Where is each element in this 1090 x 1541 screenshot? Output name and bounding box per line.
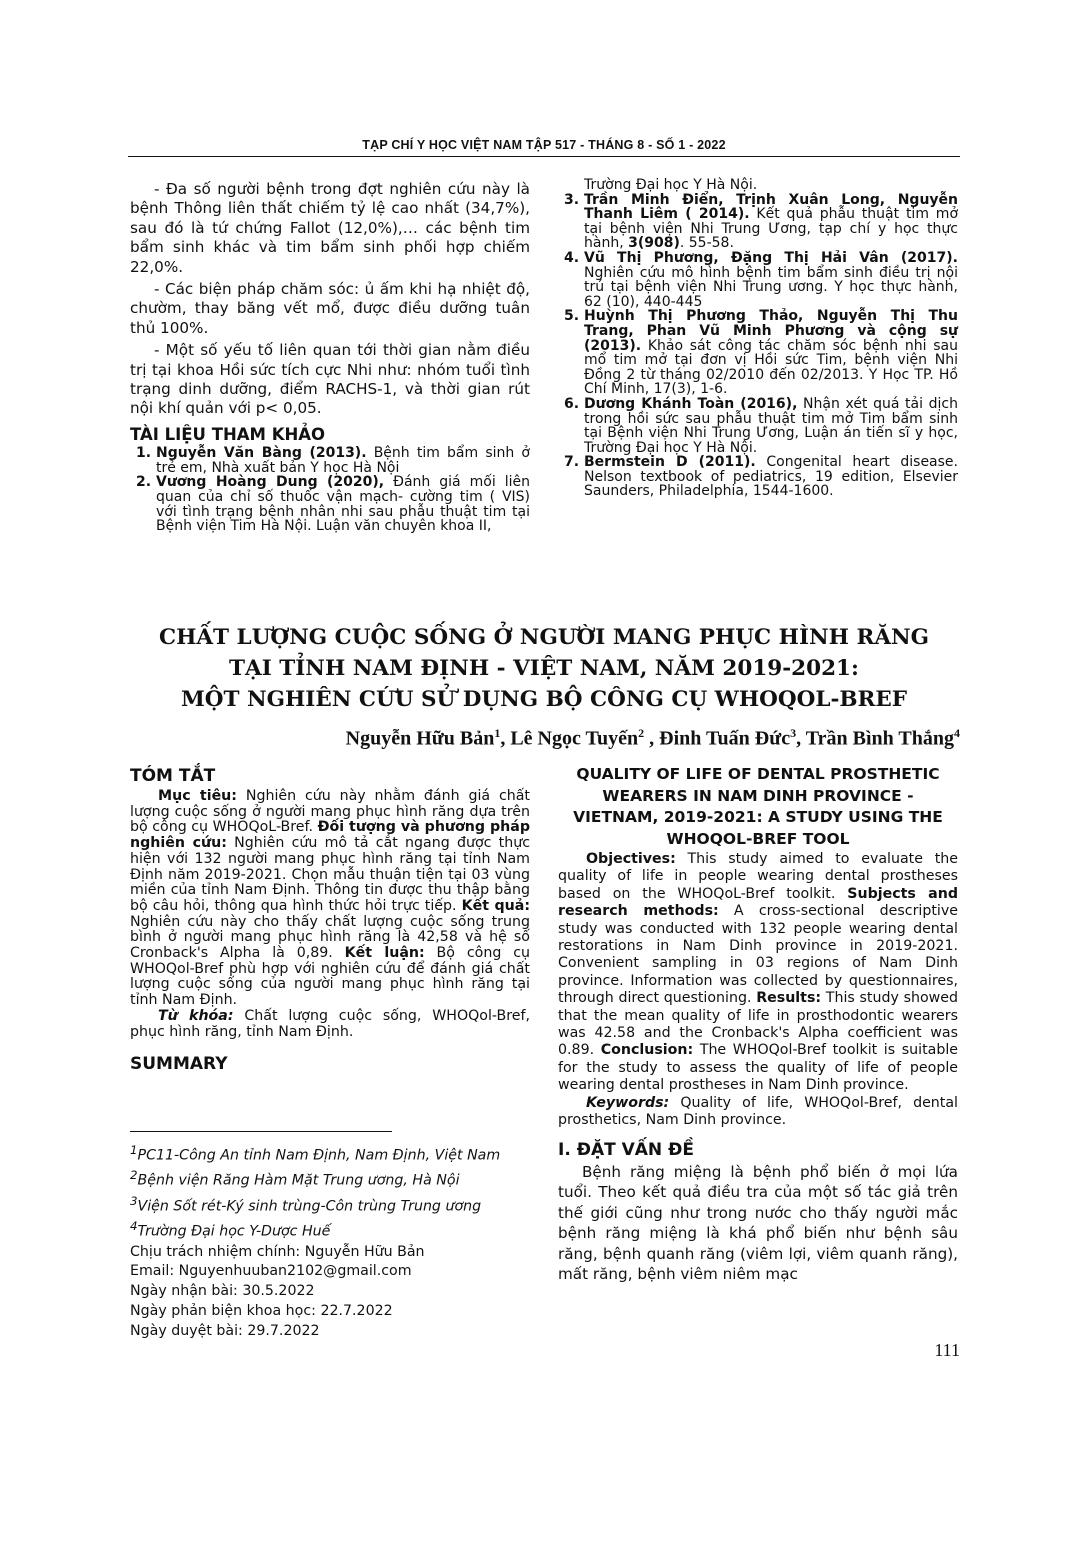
- date-received: Ngày nhận bài: 30.5.2022: [130, 1283, 315, 1300]
- footnote-mark: 1: [130, 1143, 138, 1157]
- author-name: Lê Ngọc Tuyến: [510, 727, 639, 750]
- reference-number: 5.: [564, 308, 580, 325]
- author-name: Trần Bình Thắng: [805, 727, 954, 750]
- footnote-rule: [130, 1131, 392, 1132]
- footnotes: [130, 1141, 530, 1341]
- label-conclusion-en: Conclusion:: [600, 1042, 694, 1059]
- intro-paragraph: Bệnh răng miệng là bệnh phổ biến ở mọi lứa tuổi. Theo kết quả điều tra của một số tác giả trên thế giới cũng như trong nước cho thấy người mắc bệnh răng miệng là khá phổ biến như bệnh sâu răng, bệnh quanh răng (viêm lợi, viêm quanh răng), mất răng, bệnh viêm niêm mạc: [558, 1162, 958, 1284]
- vn-keywords: [130, 1009, 530, 1040]
- reference-item: [558, 397, 958, 455]
- label-methods: Đối tượng và phương pháp nghiên cứu:: [130, 819, 530, 852]
- summary-heading: SUMMARY: [130, 1054, 228, 1075]
- reference-text: Khảo sát công tác chăm sóc bệnh nhi sau mổ tim mở tại đơn vị Hồi sức Tim, bệnh viện Nhi Đồng 2 từ tháng 02/2010 đến 02/2013. Y Học TP. Hồ Chí Minh, 17(3), 1-6.: [584, 337, 958, 398]
- english-title: [558, 764, 958, 850]
- reference-author: Vũ Thị Phương, Đặng Thị Hải Vân (2017).: [584, 249, 958, 266]
- results-text: Nghiên cứu này cho thấy chất lượng cuộc sống trung bình ở người mang phục hình răng là 42,58 và hệ số Cronback's Alpha là 0,89.: [130, 913, 530, 962]
- title-line: CHẤT LƯỢNG CUỘC SỐNG Ở NGƯỜI MANG PHỤC HÌNH RĂNG: [158, 625, 930, 650]
- conclusion-paragraph: - Các biện pháp chăm sóc: ủ ấm khi hạ nhiệt độ, chườm, thay băng vết mổ, được điều dưỡng tuân thủ 100%.: [130, 280, 530, 337]
- author-affiliation: 2: [638, 726, 645, 740]
- reference-volume: 3(908): [628, 235, 680, 252]
- reference-pages: . 55-58.: [679, 235, 734, 252]
- date-reviewed: Ngày phản biện khoa học: 22.7.2022: [130, 1302, 393, 1319]
- title-line: TẠI TỈNH NAM ĐỊNH - VIỆT NAM, NĂM 2019-2021:: [229, 656, 859, 681]
- vn-abstract-body: [130, 789, 530, 1009]
- reference-text: Bệnh tim bẩm sinh ở trẻ em, Nhà xuất bản Y học Hà Nội: [156, 445, 530, 476]
- conclusion-text-en: The WHOQol-Bref toolkit is suitable for the study to assess the quality of life of people wearing dental prostheses in Nam Dinh province.: [558, 1042, 958, 1094]
- reference-author: Trần Minh Điển, Trịnh Xuân Long, Nguyễn Thanh Liêm ( 2014).: [584, 191, 958, 223]
- objective-text: Nghiên cứu này nhằm đánh giá chất lượng cuộc sống ở người mang phục hình răng dựa trên bộ công cụ WHOQoL-Bref.: [130, 788, 530, 836]
- footnote-text: Bệnh viện Răng Hàm Mặt Trung ương, Hà Nội: [137, 1173, 460, 1190]
- abstract-heading: TÓM TẮT: [130, 766, 216, 786]
- label-keywords-en: Keywords:: [586, 1094, 670, 1111]
- header-rule: [128, 156, 960, 157]
- methods-text: Nghiên cứu mô tả cắt ngang được thực hiện với 132 người mang phục hình răng tại tỉnh Nam Định năm 2019-2021. Chọn mẫu thuận tiện tại 03 vùng miền của tỉnh Nam Định. Thông tin được thu thập bằng bộ câu hỏi, thông qua hình thức hỏi trực tiếp.: [130, 835, 530, 914]
- subjects-text: A cross-sectional descriptive study was conducted with 132 people wearing dental restorations in Nam Dinh province in 2019-2021. Convenient sampling in 03 regions of Nam Dinh province. Information was collected by questionnaires, through direct questioning.: [558, 903, 959, 1007]
- footnote-item: [130, 1166, 530, 1191]
- references-heading: TÀI LIỆU THAM KHẢO: [130, 424, 326, 444]
- footnote-mark: 4: [130, 1219, 138, 1234]
- reference-author: Nguyễn Văn Bàng (2013).: [156, 445, 367, 462]
- reference-item: [130, 446, 530, 475]
- date-accepted: Ngày duyệt bài: 29.7.2022: [130, 1322, 320, 1339]
- prev-article-left-column: [130, 180, 530, 534]
- objectives-text: This study aimed to evaluate the quality of life in people wearing dental prostheses based on the WHOQoL-Bref toolkit.: [558, 851, 958, 902]
- references-list-right: [558, 193, 958, 499]
- reference-text: Congenital heart disease. Nelson textbook of pediatrics, 19 edition, Elsevier Saunders, Philadelphia, 1544-1600.: [584, 454, 958, 500]
- conclusion-text: Bộ công cụ WHOQol-Bref phù hợp với nghiên cứu để đánh giá chất lượng cuộc sống của người mang phục hình răng tại tỉnh Nam Định.: [130, 945, 530, 1009]
- reference-text: Nghiên cứu mô hình bệnh tim bẩm sinh điều trị nội trú tại bệnh viện Nhi Trung ương. Y học thực hành, 62 (10), 440-445: [584, 264, 958, 310]
- footnote-item: [130, 1192, 530, 1217]
- page-number: 111: [934, 1340, 960, 1360]
- footnote-mark: 3: [130, 1193, 138, 1208]
- reference-number: 1.: [136, 445, 152, 462]
- contact-email: Email: Nguyenhuuban2102@gmail.com: [130, 1263, 412, 1280]
- reference-number: 6.: [564, 395, 580, 412]
- reference-author: Vương Hoàng Dung (2020),: [156, 474, 385, 491]
- reference-text: Đánh giá mối liên quan của chỉ số thuốc vận mạch- cường tim ( VIS) với tình trạng bệnh nhân nhi sau phẫu thuật tim tại Bệnh viện Tim Hà Nội. Luận văn chuyên khoa II,: [156, 474, 530, 535]
- english-title-line: WHOQOL-BREF TOOL: [666, 829, 850, 848]
- intro-heading: I. ĐẶT VẤN ĐỀ: [558, 1139, 694, 1160]
- title-line: MỘT NGHIÊN CỨU SỬ DỤNG BỘ CÔNG CỤ WHOQOL-BREF: [180, 687, 908, 712]
- author-affiliation: 1: [494, 726, 501, 740]
- reference-text: Kết quả phẫu thuật tim mở tại bệnh viện Nhi Trung Ương, tạp chí y học thực hành,: [584, 206, 959, 252]
- corresponding-author: Chịu trách nhiệm chính: Nguyễn Hữu Bản: [130, 1243, 425, 1260]
- label-results: Kết quả:: [461, 897, 530, 914]
- reference-item: [558, 309, 958, 397]
- reference-number: 7.: [564, 454, 580, 471]
- label-results-en: Results:: [756, 990, 822, 1007]
- conclusion-paragraph: - Đa số người bệnh trong đợt nghiên cứu này là bệnh Thông liên thất chiếm tỷ lệ cao nhất (34,7%), sau đó là tứ chứng Fallot (12,0%),… các bệnh tim bẩm sinh khác và tim bẩm sinh phối hợp chiếm 22,0%.: [130, 180, 530, 276]
- references-list-left: [130, 446, 530, 534]
- reference-author: Huỳnh Thị Phương Thảo, Nguyễn Thị Thu Trang, Phan Vũ Minh Phương và cộng sự (2013).: [584, 308, 958, 354]
- footnote-text: PC11-Công An tỉnh Nam Định, Nam Định, Việt Nam: [137, 1147, 501, 1164]
- english-title-line: WEARERS IN NAM DINH PROVINCE -: [602, 786, 914, 805]
- journal-header: TẠP CHÍ Y HỌC VIỆT NAM TẬP 517 - THÁNG 8 - SỐ 1 - 2022: [362, 138, 726, 152]
- footnote-text: Viện Sốt rét-Ký sinh trùng-Côn trùng Trung ương: [137, 1198, 482, 1215]
- reference-continuation: [558, 178, 958, 193]
- reference-number: 4.: [564, 249, 580, 266]
- footnote-mark: 2: [130, 1168, 138, 1183]
- reference-continuation-text: Trường Đại học Y Hà Nội.: [584, 177, 758, 193]
- en-abstract-body: [558, 851, 958, 1095]
- en-keywords: [558, 1095, 958, 1130]
- conclusion-paragraph: - Một số yếu tố liên quan tới thời gian nằm điều trị tại khoa Hồi sức tích cực Nhi như: nhóm tuổi tình trạng dinh dưỡng, điểm RACHS-1, và thời gian rút nội khí quản với p< 0,05.: [130, 341, 530, 418]
- footnote-item: [130, 1141, 530, 1166]
- label-objective: Mục tiêu:: [158, 788, 237, 804]
- author-name: Đinh Tuấn Đức: [659, 727, 791, 750]
- prev-article-right-column: [558, 178, 958, 499]
- author-list: Nguyễn Hữu Bản$^1$, Lê Ngọc Tuyến$^2$ , Đinh Tuấn Đức$^3$, Trần Bình Thắng$^4$: [345, 726, 960, 750]
- reference-author: Dương Khánh Toàn (2016),: [584, 395, 798, 412]
- reference-item: [130, 475, 530, 533]
- english-title-line: VIETNAM, 2019-2021: A STUDY USING THE: [573, 808, 943, 826]
- author-affiliation: 3: [790, 726, 797, 740]
- label-conclusion: Kết luận:: [344, 945, 425, 962]
- keywords-text-en: Quality of life, WHOQol-Bref, dental prosthetics, Nam Dinh province.: [558, 1094, 958, 1129]
- author-name: Nguyễn Hữu Bản: [345, 727, 495, 750]
- footnote-text: Trường Đại học Y-Dược Huế: [137, 1224, 331, 1241]
- footnote-item: [130, 1217, 530, 1242]
- reference-number: 2.: [136, 474, 152, 491]
- reference-author: Bermstein D (2011).: [584, 454, 756, 471]
- reference-text: Nhận xét quá tải dịch trong hồi sức sau phẫu thuật tim mở Tim bẩm sinh tại Bệnh viện Nhi Trung Ương, Luận án tiến sĩ y học, Trường Đại học Y Hà Nội.: [584, 395, 958, 456]
- label-objectives: Objectives:: [586, 851, 676, 867]
- english-title-line: QUALITY OF LIFE OF DENTAL PROSTHETIC: [576, 765, 940, 783]
- keywords-text: Chất lượng cuộc sống, WHOQol-Bref, phục hình răng, tỉnh Nam Định.: [130, 1007, 531, 1040]
- author-affiliation: 4: [954, 726, 960, 740]
- en-abstract-column: [558, 764, 958, 1285]
- label-subjects: Subjects and research methods:: [558, 885, 958, 920]
- reference-item: [558, 193, 958, 251]
- article-title: [128, 622, 960, 715]
- label-keywords: Từ khóa:: [158, 1007, 234, 1024]
- reference-number: 3.: [564, 191, 580, 208]
- reference-item: [558, 251, 958, 309]
- reference-item: [558, 455, 958, 499]
- results-text-en: This study showed that the mean quality of life in prosthodontic wearers was 42.58 and the Cronback's Alpha coefficient was 0.89.: [558, 990, 958, 1059]
- vn-abstract-column: [130, 766, 530, 1074]
